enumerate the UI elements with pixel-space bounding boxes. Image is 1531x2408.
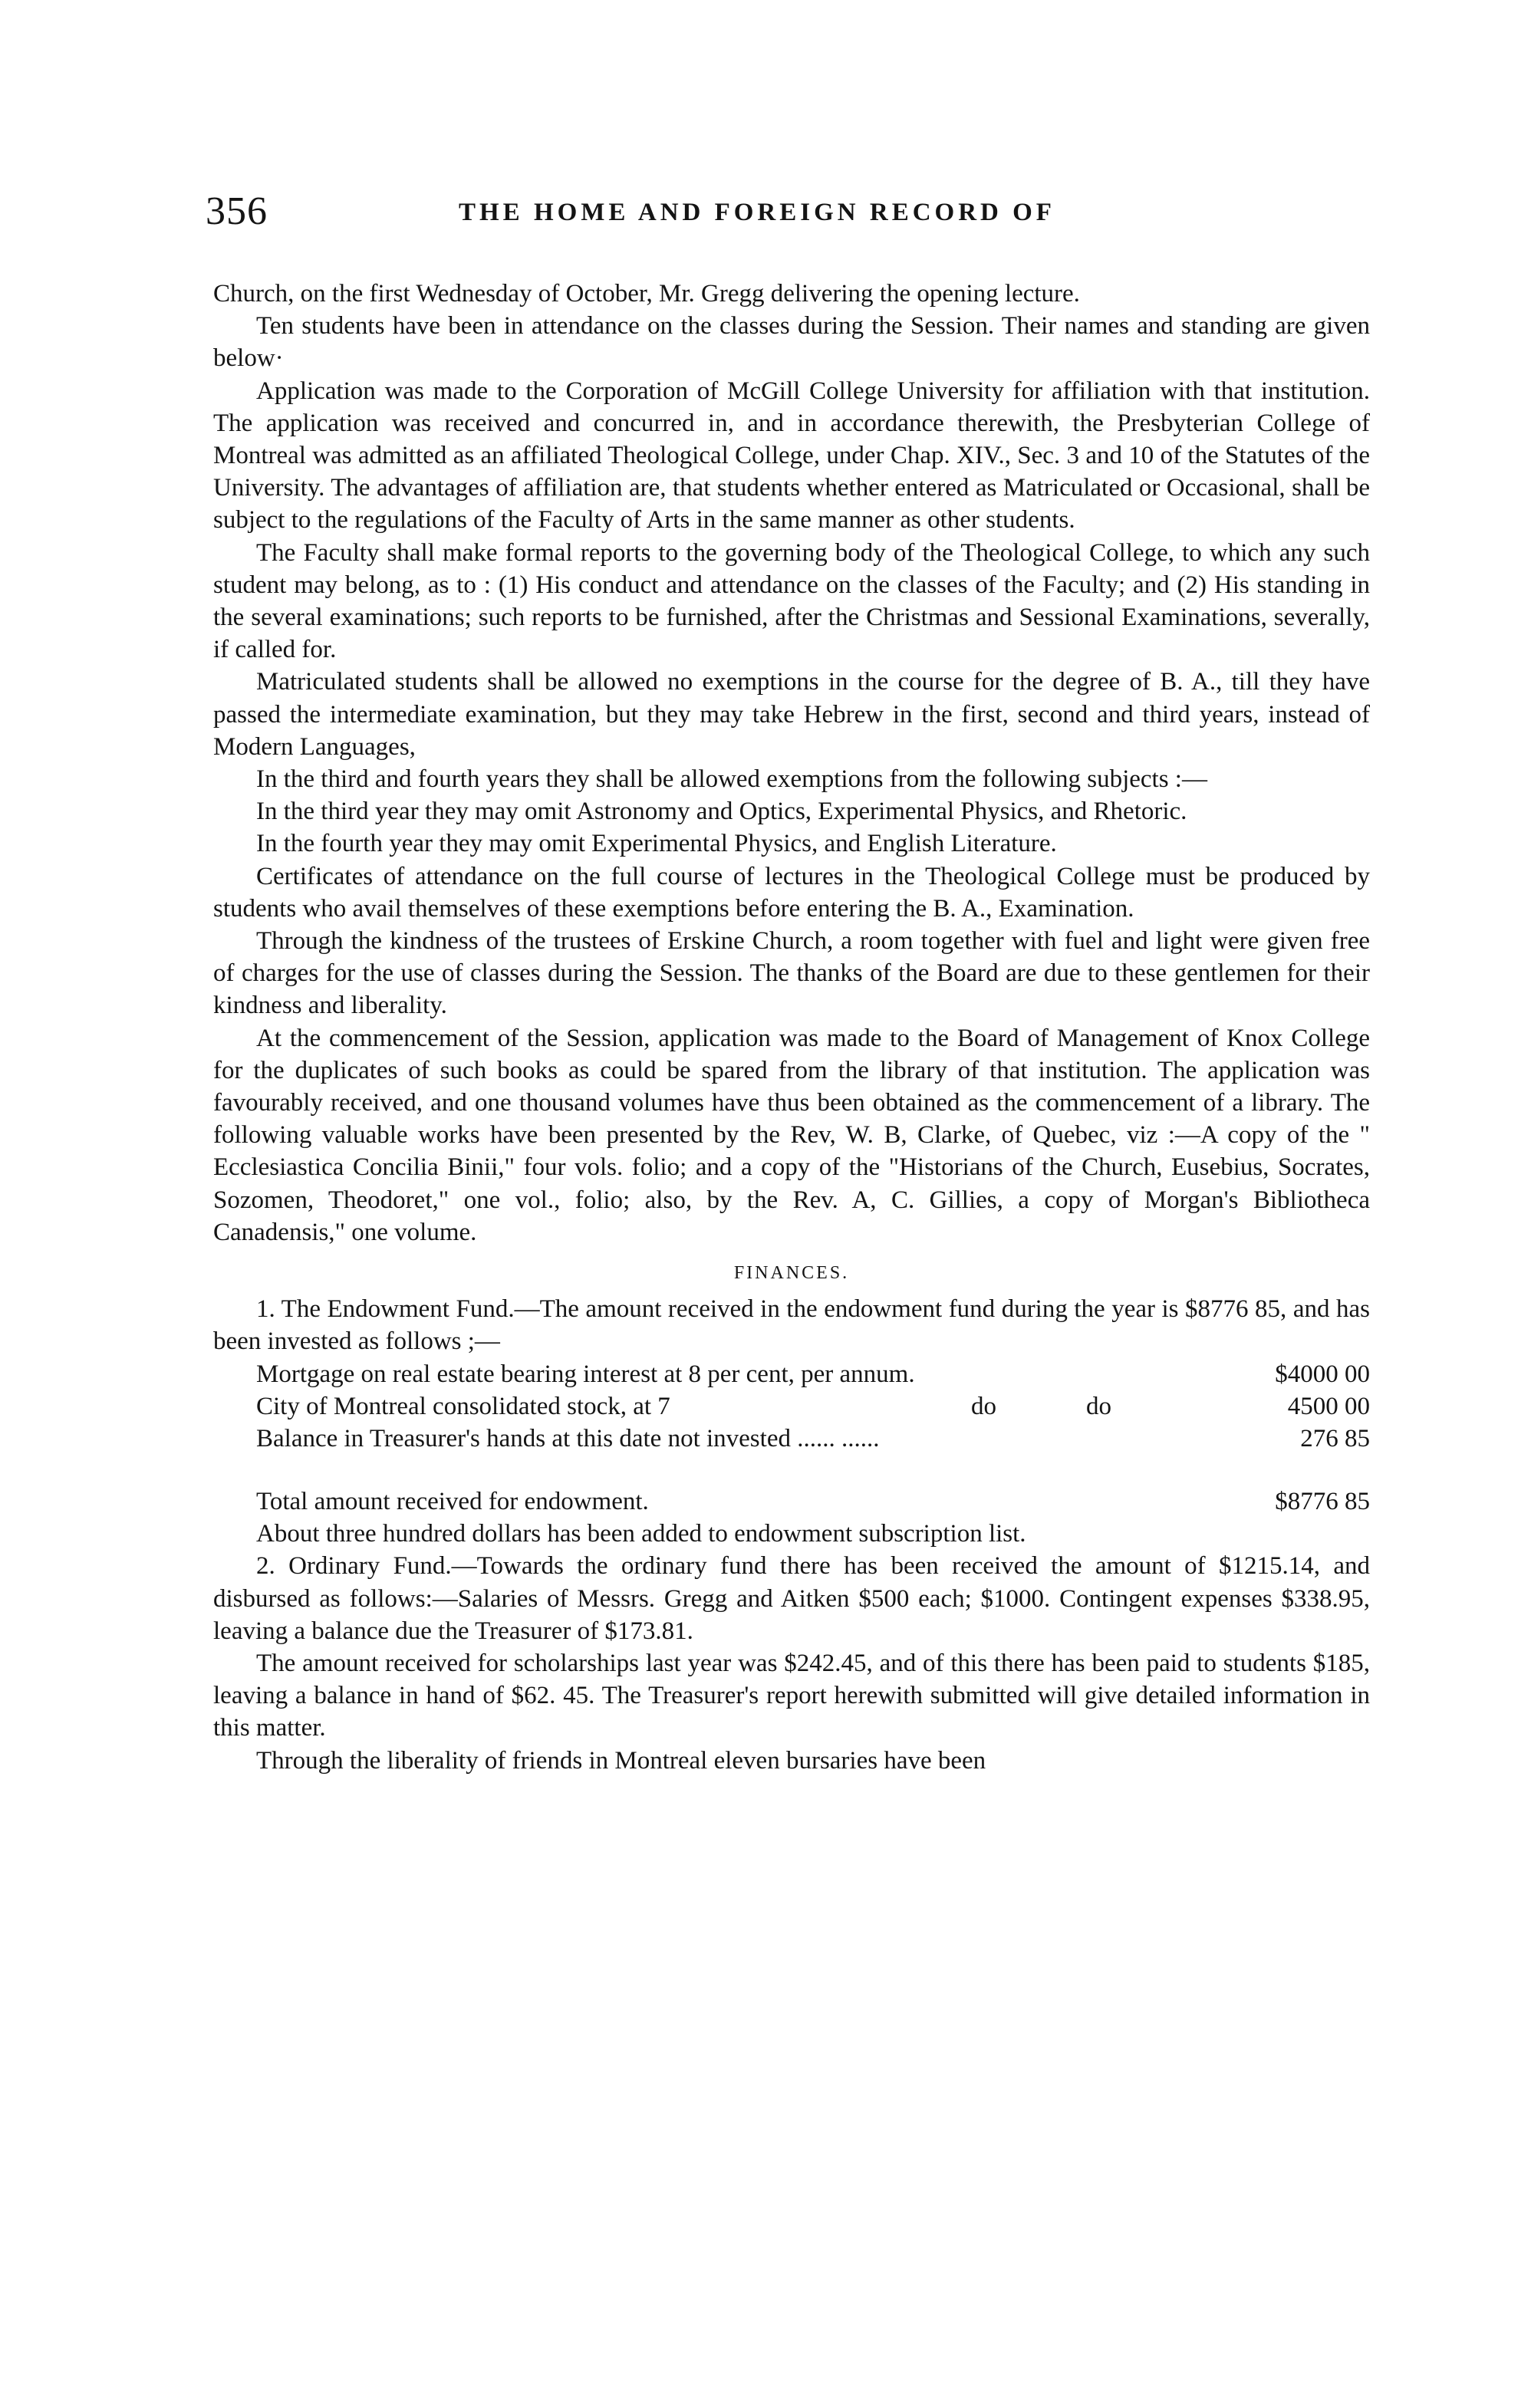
- endowment-intro: 1. The Endowment Fund.—The amount received in the endowment fund during the year is $8776 85, and has been invested as follows ;—: [213, 1295, 1370, 1356]
- running-head: THE HOME AND FOREIGN RECORD OF: [459, 199, 1055, 226]
- ledger-ditto: do: [1086, 1392, 1111, 1420]
- paragraph: In the third and fourth years they shall be allowed exemptions from the following subjects :—: [256, 765, 1207, 794]
- paragraph: Through the kindness of the trustees of Erskine Church, a room together with fuel and light were given free of charges for the use of classes during the Session. The thanks of the Board are due to these gentlemen for their kindness and liberality.: [213, 927, 1370, 1020]
- total-amount: $8776 85: [1275, 1488, 1370, 1516]
- paragraph: The amount received for scholarships last year was $242.45, and of this there has been paid to students $185, leaving a balance in hand of $62. 45. The Treasurer's report herewith submitted will give detailed information in this matter.: [213, 1650, 1370, 1742]
- page-header: [206, 187, 1371, 241]
- paragraph: Church, on the first Wednesday of October, Mr. Gregg delivering the opening lecture.: [213, 280, 1080, 308]
- ledger-desc: City of Montreal consolidated stock, at 7: [256, 1392, 670, 1420]
- page-number: 356: [206, 189, 268, 233]
- ledger-total-row: [256, 1485, 1370, 1518]
- ledger-desc: Balance in Treasurer's hands at this date not invested ...... ......: [256, 1424, 880, 1452]
- ledger-amount: 276 85: [1300, 1424, 1370, 1452]
- total-label: Total amount received for endowment.: [256, 1488, 649, 1516]
- paragraph: Through the liberality of friends in Montreal eleven bursaries have been: [256, 1746, 986, 1775]
- paragraph: Matriculated students shall be allowed no exemptions in the course for the degree of B. A., till they have passed the intermediate examination, but they may take Hebrew in the first, second and third years, instead of Modern Languages,: [213, 668, 1370, 761]
- ledger-row: [256, 1390, 1370, 1423]
- paragraph: About three hundred dollars has been added to endowment subscription list.: [256, 1520, 1026, 1548]
- ledger-row: [256, 1358, 1370, 1390]
- paragraph: In the third year they may omit Astronomy and Optics, Experimental Physics, and Rhetoric.: [256, 798, 1187, 826]
- ledger-spacer: [256, 1455, 1370, 1485]
- ledger-amount: 4500 00: [1287, 1392, 1370, 1420]
- ledger-ditto: do: [971, 1392, 996, 1420]
- body-text: [213, 278, 1370, 1777]
- ledger-amount: $4000 00: [1275, 1360, 1370, 1388]
- paragraph: Certificates of attendance on the full course of lectures in the Theological College must be produced by students who avail themselves of these exemptions before entering the B. A., Examination.: [213, 862, 1370, 923]
- ledger-desc: Mortgage on real estate bearing interest at 8 per cent, per annum.: [256, 1360, 915, 1388]
- paragraph: Application was made to the Corporation of McGill College University for affiliation with that institution. The application was received and concurred in, and in accordance therewith, the Presbyterian College of Montreal was admitted as an affiliated Theological College, under Chap. XIV., Sec. 3 and 10 of the Statutes of the University. The advantages of affiliation are, that students whether entered as Matriculated or Occasional, shall be subject to the regulations of the Faculty of Arts in the same manner as other students.: [213, 377, 1370, 535]
- finances-heading: FINANCES.: [733, 1263, 850, 1284]
- paragraph: Ten students have been in attendance on the classes during the Session. Their names and standing are given below·: [213, 312, 1370, 373]
- paragraph: The Faculty shall make formal reports to the governing body of the Theological College, to which any such student may belong, as to : (1) His conduct and attendance on the classes of the Faculty; and (2) His standing in the several examinations; such reports to be furnished, after the Christmas and Sessional Examinations, severally, if called for.: [213, 538, 1370, 664]
- paragraph: At the commencement of the Session, application was made to the Board of Management of Knox College for the duplicates of such books as could be spared from the library of that institution. The application was favourably received, and one thousand volumes have thus been obtained as the commencement of a library. The following valuable works have been presented by the Rev, W. B, Clarke, of Quebec, viz :—A copy of the " Ecclesiastica Concilia Binii," four vols. folio; and a copy of the "Historians of the Church, Eusebius, Socrates, Sozomen, Theodoret," one vol., folio; also, by the Rev. A, C. Gillies, a copy of Morgan's Bibliotheca Canadensis," one volume.: [213, 1024, 1370, 1246]
- endowment-ledger: [256, 1358, 1370, 1486]
- ledger-row: [256, 1423, 1370, 1455]
- paragraph: In the fourth year they may omit Experimental Physics, and English Literature.: [256, 830, 1057, 858]
- paragraph: 2. Ordinary Fund.—Towards the ordinary fund there has been received the amount of $1215.14, and disbursed as follows:—Salaries of Messrs. Gregg and Aitken $500 each; $1000. Contingent expenses $338.95, leaving a balance due the Treasurer of $173.81.: [213, 1552, 1370, 1645]
